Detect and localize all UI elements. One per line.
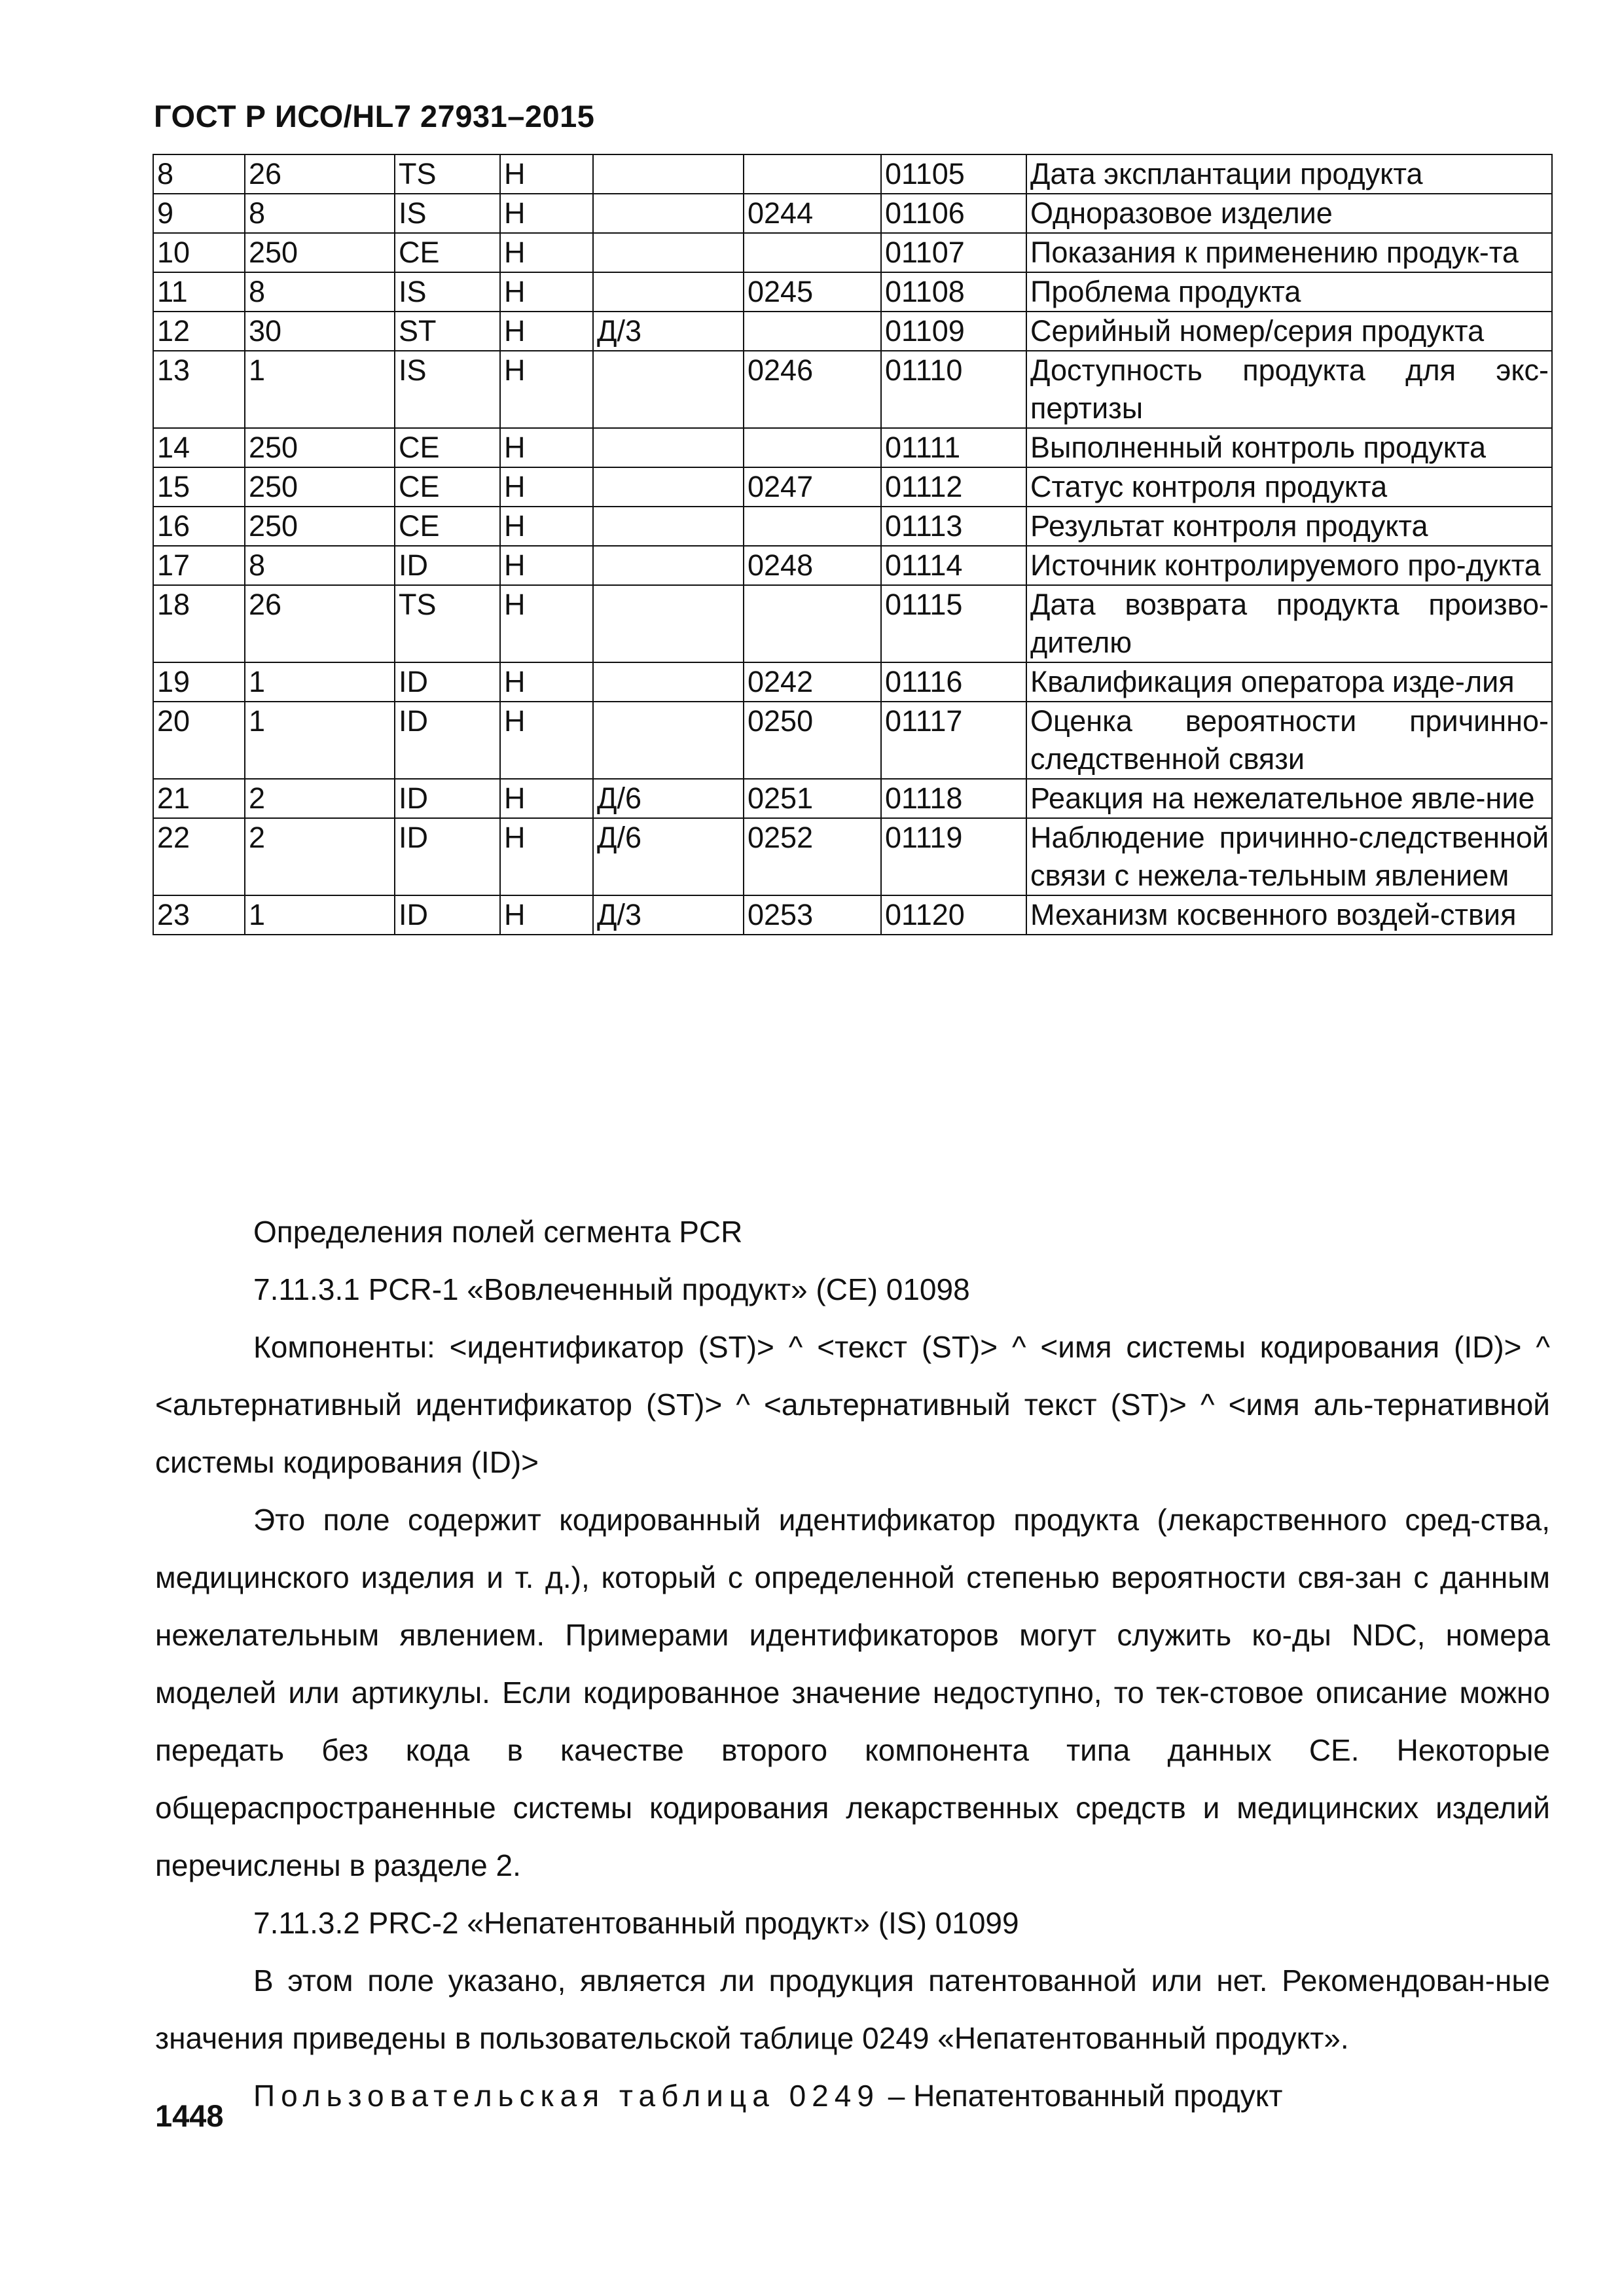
table-row [153, 546, 1552, 585]
table-row [153, 233, 1552, 272]
cell-table: 0253 [744, 895, 881, 935]
cell-datatype: TS [395, 585, 500, 662]
segment-fields-table [153, 154, 1553, 935]
cell-optionality: Н [500, 428, 593, 467]
cell-seq: 12 [153, 312, 245, 351]
cell-length: 8 [245, 272, 395, 312]
cell-seq: 18 [153, 585, 245, 662]
user-table-caption-title: – Непатентованный продукт [879, 2079, 1283, 2113]
cell-item: 01115 [881, 585, 1026, 662]
cell-optionality: Н [500, 272, 593, 312]
cell-element-name: Оценка вероятности причинно-следственной связи [1026, 702, 1552, 779]
cell-table [744, 233, 881, 272]
cell-datatype: CE [395, 467, 500, 507]
table-body [153, 154, 1552, 935]
cell-table: 0245 [744, 272, 881, 312]
table-row [153, 351, 1552, 428]
cell-datatype: IS [395, 194, 500, 233]
cell-seq: 21 [153, 779, 245, 818]
cell-repetition [593, 428, 744, 467]
cell-repetition [593, 702, 744, 779]
cell-optionality: Н [500, 702, 593, 779]
cell-item: 01107 [881, 233, 1026, 272]
cell-item: 01114 [881, 546, 1026, 585]
cell-item: 01111 [881, 428, 1026, 467]
cell-length: 250 [245, 428, 395, 467]
cell-length: 1 [245, 702, 395, 779]
table-row [153, 779, 1552, 818]
cell-length: 30 [245, 312, 395, 351]
cell-seq: 22 [153, 818, 245, 895]
cell-optionality: Н [500, 662, 593, 702]
cell-element-name: Наблюдение причинно-следственной связи с нежела-тельным явлением [1026, 818, 1552, 895]
cell-seq: 13 [153, 351, 245, 428]
cell-element-name: Статус контроля продукта [1026, 467, 1552, 507]
table-row [153, 662, 1552, 702]
section-heading: Определения полей сегмента PCR [253, 1215, 743, 1249]
cell-table [744, 312, 881, 351]
values-paragraph: В этом поле указано, является ли продукция патентованной или нет. Рекомендован-ные значения приведены в пользовательской таблице 0249 «Непатентованный продукт». [155, 1964, 1550, 2055]
cell-optionality: Н [500, 507, 593, 546]
cell-length: 26 [245, 154, 395, 194]
cell-repetition: Д/6 [593, 779, 744, 818]
field-heading-pcr-1: 7.11.3.1 PCR-1 «Вовлеченный продукт» (CE) 01098 [253, 1272, 970, 1306]
cell-length: 250 [245, 233, 395, 272]
page-number: 1448 [155, 2098, 224, 2133]
cell-item: 01119 [881, 818, 1026, 895]
cell-repetition [593, 233, 744, 272]
cell-seq: 14 [153, 428, 245, 467]
cell-table: 0252 [744, 818, 881, 895]
table-row [153, 312, 1552, 351]
cell-repetition [593, 585, 744, 662]
cell-table [744, 428, 881, 467]
cell-datatype: CE [395, 428, 500, 467]
table-row [153, 467, 1552, 507]
cell-element-name: Квалификация оператора изде-лия [1026, 662, 1552, 702]
cell-element-name: Механизм косвенного воздей-ствия [1026, 895, 1552, 935]
cell-length: 1 [245, 662, 395, 702]
cell-optionality: Н [500, 546, 593, 585]
cell-optionality: Н [500, 585, 593, 662]
cell-repetition [593, 154, 744, 194]
cell-datatype: ID [395, 546, 500, 585]
cell-element-name: Результат контроля продукта [1026, 507, 1552, 546]
description-paragraph: Это поле содержит кодированный идентификатор продукта (лекарственного сред-ства, медицинского изделия и т. д.), который с определенной степенью вероятности свя-зан с данным нежелательным явлением. Примерами идентификаторов могут служить ко-ды NDC, номера моделей или артикулы. Если кодированное значение недоступно, то тек-стовое описание можно передать без кода в качестве второго компонента типа данных CE. Некоторые общераспространенные системы кодирования лекарственных средств и медицинских изделий перечислены в разделе 2. [155, 1503, 1550, 1882]
cell-length: 1 [245, 351, 395, 428]
table-row [153, 272, 1552, 312]
cell-repetition [593, 507, 744, 546]
cell-item: 01116 [881, 662, 1026, 702]
cell-datatype: ST [395, 312, 500, 351]
cell-length: 2 [245, 779, 395, 818]
cell-datatype: ID [395, 818, 500, 895]
cell-seq: 16 [153, 507, 245, 546]
cell-repetition: Д/6 [593, 818, 744, 895]
body-text [155, 1203, 1550, 2125]
cell-item: 01117 [881, 702, 1026, 779]
table-row [153, 154, 1552, 194]
cell-length: 8 [245, 546, 395, 585]
cell-element-name: Доступность продукта для экс-пертизы [1026, 351, 1552, 428]
table-row [153, 507, 1552, 546]
cell-optionality: Н [500, 818, 593, 895]
cell-seq: 10 [153, 233, 245, 272]
cell-seq: 23 [153, 895, 245, 935]
cell-element-name: Дата эксплантации продукта [1026, 154, 1552, 194]
cell-item: 01113 [881, 507, 1026, 546]
user-table-caption [155, 2067, 1550, 2125]
cell-optionality: Н [500, 779, 593, 818]
cell-table: 0244 [744, 194, 881, 233]
cell-seq: 17 [153, 546, 245, 585]
table-row [153, 702, 1552, 779]
cell-datatype: IS [395, 351, 500, 428]
cell-table [744, 154, 881, 194]
cell-item: 01118 [881, 779, 1026, 818]
cell-item: 01110 [881, 351, 1026, 428]
cell-item: 01105 [881, 154, 1026, 194]
table-row [153, 194, 1552, 233]
cell-optionality: Н [500, 312, 593, 351]
cell-datatype: ID [395, 895, 500, 935]
cell-repetition [593, 662, 744, 702]
cell-repetition: Д/3 [593, 312, 744, 351]
cell-item: 01109 [881, 312, 1026, 351]
cell-length: 250 [245, 467, 395, 507]
cell-optionality: Н [500, 233, 593, 272]
cell-datatype: IS [395, 272, 500, 312]
cell-repetition [593, 272, 744, 312]
cell-item: 01108 [881, 272, 1026, 312]
cell-length: 2 [245, 818, 395, 895]
cell-element-name: Реакция на нежелательное явле-ние [1026, 779, 1552, 818]
cell-table: 0250 [744, 702, 881, 779]
cell-length: 250 [245, 507, 395, 546]
cell-repetition: Д/3 [593, 895, 744, 935]
cell-length: 8 [245, 194, 395, 233]
cell-table [744, 585, 881, 662]
cell-length: 26 [245, 585, 395, 662]
cell-table: 0246 [744, 351, 881, 428]
cell-repetition [593, 351, 744, 428]
cell-seq: 20 [153, 702, 245, 779]
field-heading-prc-2: 7.11.3.2 PRC-2 «Непатентованный продукт» (IS) 01099 [253, 1906, 1019, 1940]
cell-table: 0248 [744, 546, 881, 585]
user-table-caption-label: Пользовательская таблица 0249 [253, 2079, 880, 2113]
cell-element-name: Одноразовое изделие [1026, 194, 1552, 233]
cell-table: 0247 [744, 467, 881, 507]
cell-item: 01120 [881, 895, 1026, 935]
cell-element-name: Показания к применению продук-та [1026, 233, 1552, 272]
cell-seq: 19 [153, 662, 245, 702]
cell-length: 1 [245, 895, 395, 935]
cell-optionality: Н [500, 467, 593, 507]
cell-optionality: Н [500, 154, 593, 194]
cell-datatype: ID [395, 662, 500, 702]
table-row [153, 585, 1552, 662]
cell-element-name: Серийный номер/серия продукта [1026, 312, 1552, 351]
cell-datatype: CE [395, 233, 500, 272]
cell-datatype: ID [395, 779, 500, 818]
cell-repetition [593, 194, 744, 233]
cell-repetition [593, 546, 744, 585]
components-paragraph: Компоненты: <идентификатор (ST)> ^ <текст (ST)> ^ <имя системы кодирования (ID)> ^ <альтернативный идентификатор (ST)> ^ <альтернативный текст (ST)> ^ <имя аль-тернативной системы кодирования (ID)> [155, 1330, 1550, 1479]
document-header: ГОСТ Р ИСО/HL7 27931–2015 [154, 99, 595, 134]
cell-seq: 11 [153, 272, 245, 312]
cell-element-name: Проблема продукта [1026, 272, 1552, 312]
cell-seq: 8 [153, 154, 245, 194]
cell-repetition [593, 467, 744, 507]
cell-datatype: ID [395, 702, 500, 779]
table-row [153, 428, 1552, 467]
cell-optionality: Н [500, 351, 593, 428]
cell-item: 01112 [881, 467, 1026, 507]
cell-seq: 15 [153, 467, 245, 507]
cell-element-name: Источник контролируемого про-дукта [1026, 546, 1552, 585]
cell-datatype: CE [395, 507, 500, 546]
cell-seq: 9 [153, 194, 245, 233]
table-row [153, 818, 1552, 895]
cell-optionality: Н [500, 895, 593, 935]
cell-optionality: Н [500, 194, 593, 233]
table-row [153, 895, 1552, 935]
cell-datatype: TS [395, 154, 500, 194]
cell-element-name: Выполненный контроль продукта [1026, 428, 1552, 467]
cell-table: 0251 [744, 779, 881, 818]
cell-element-name: Дата возврата продукта произво-дителю [1026, 585, 1552, 662]
cell-table [744, 507, 881, 546]
cell-item: 01106 [881, 194, 1026, 233]
cell-table: 0242 [744, 662, 881, 702]
